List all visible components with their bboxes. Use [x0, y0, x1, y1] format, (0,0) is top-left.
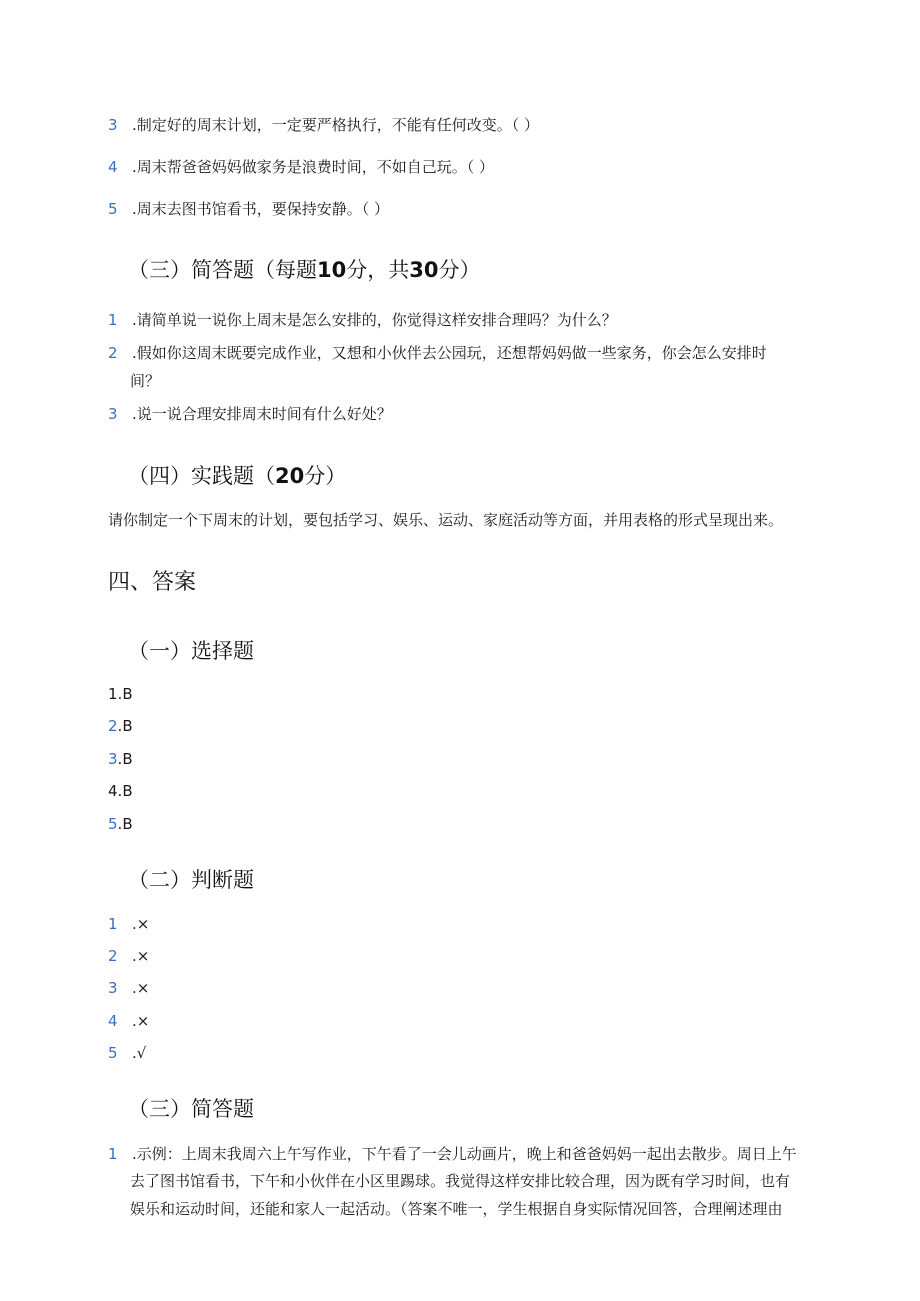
question-text: .说一说合理安排周末时间有什么好处？ — [132, 405, 392, 423]
answer-text: .× — [132, 915, 150, 933]
answer-choice-2 — [108, 716, 133, 736]
section-short-answer-title: （三）简答题（每题10分，共30分） — [128, 258, 481, 282]
answer-judge-title: （二）判断题 — [128, 868, 254, 892]
answer-short-1-line-3: 娱乐和运动时间，还能和家人一起活动。（答案不唯一，学生根据自身实际情况回答，合理阐述理由 — [130, 1200, 783, 1218]
answer-choice-1 — [108, 684, 133, 704]
answer-choice-3 — [108, 749, 133, 769]
answer-judge-4 — [108, 1011, 149, 1031]
judge-question-5 — [108, 199, 389, 219]
answer-text: .B — [117, 815, 133, 833]
answer-number: 1 — [108, 915, 118, 933]
answer-short-title: （三）简答题 — [128, 1097, 254, 1121]
answer-number: 3 — [108, 979, 118, 997]
short-question-1 — [108, 310, 617, 330]
answer-choice-title: （一）选择题 — [128, 639, 254, 663]
answer-short-1-line-2: 去了图书馆看书，下午和小伙伴在小区里踢球。我觉得这样安排比较合理，因为既有学习时间，也有 — [130, 1172, 791, 1190]
answer-number: 5 — [108, 1044, 118, 1062]
question-number: 3 — [108, 405, 118, 423]
answer-number: 3 — [108, 750, 118, 768]
answer-text: .B — [117, 717, 133, 735]
section-practice-title: （四）实践题（20分） — [128, 464, 347, 488]
answer-text: .B — [117, 750, 133, 768]
answer-text: .B — [117, 782, 133, 800]
question-number: 1 — [108, 311, 118, 329]
question-number: 3 — [108, 116, 118, 134]
answer-number: 5 — [108, 815, 118, 833]
answer-text: .× — [132, 979, 150, 997]
answer-judge-5 — [108, 1043, 146, 1063]
answer-number: 1 — [108, 1145, 118, 1163]
short-question-3 — [108, 404, 392, 424]
question-text: .周末去图书馆看书，要保持安静。（ ） — [132, 200, 390, 218]
question-number: 2 — [108, 344, 118, 362]
answer-number: 2 — [108, 947, 118, 965]
short-question-2 — [108, 343, 767, 363]
judge-question-4 — [108, 157, 494, 177]
question-number: 5 — [108, 200, 118, 218]
answer-judge-3 — [108, 978, 149, 998]
answer-text: .× — [132, 1012, 150, 1030]
answer-judge-2 — [108, 946, 149, 966]
practice-question-text: 请你制定一个下周末的计划，要包括学习、娱乐、运动、家庭活动等方面，并用表格的形式呈现出来。 — [108, 511, 784, 529]
answer-text: .B — [117, 685, 133, 703]
question-text: .假如你这周末既要完成作业，又想和小伙伴去公园玩，还想帮妈妈做一些家务，你会怎么安排时 — [132, 344, 767, 362]
short-question-2-continued: 间？ — [130, 372, 161, 390]
answer-text: .示例：上周末我周六上午写作业，下午看了一会儿动画片，晚上和爸爸妈妈一起出去散步。周日上午 — [132, 1145, 797, 1163]
answer-judge-1 — [108, 914, 149, 934]
answers-heading: 四、答案 — [108, 570, 197, 595]
judge-question-3 — [108, 115, 539, 135]
question-number: 4 — [108, 158, 118, 176]
answer-number: 2 — [108, 717, 118, 735]
question-text: .周末帮爸爸妈妈做家务是浪费时间，不如自己玩。（ ） — [132, 158, 495, 176]
question-text: .制定好的周末计划，一定要严格执行，不能有任何改变。（ ） — [132, 116, 540, 134]
answer-choice-4 — [108, 781, 133, 801]
question-text: .请简单说一说你上周末是怎么安排的，你觉得这样安排合理吗？为什么？ — [132, 311, 617, 329]
answer-text: .√ — [132, 1044, 147, 1062]
answer-number: 4 — [108, 782, 118, 800]
answer-number: 1 — [108, 685, 118, 703]
answer-short-1 — [108, 1144, 797, 1164]
answer-text: .× — [132, 947, 150, 965]
answer-choice-5 — [108, 814, 133, 834]
answer-number: 4 — [108, 1012, 118, 1030]
